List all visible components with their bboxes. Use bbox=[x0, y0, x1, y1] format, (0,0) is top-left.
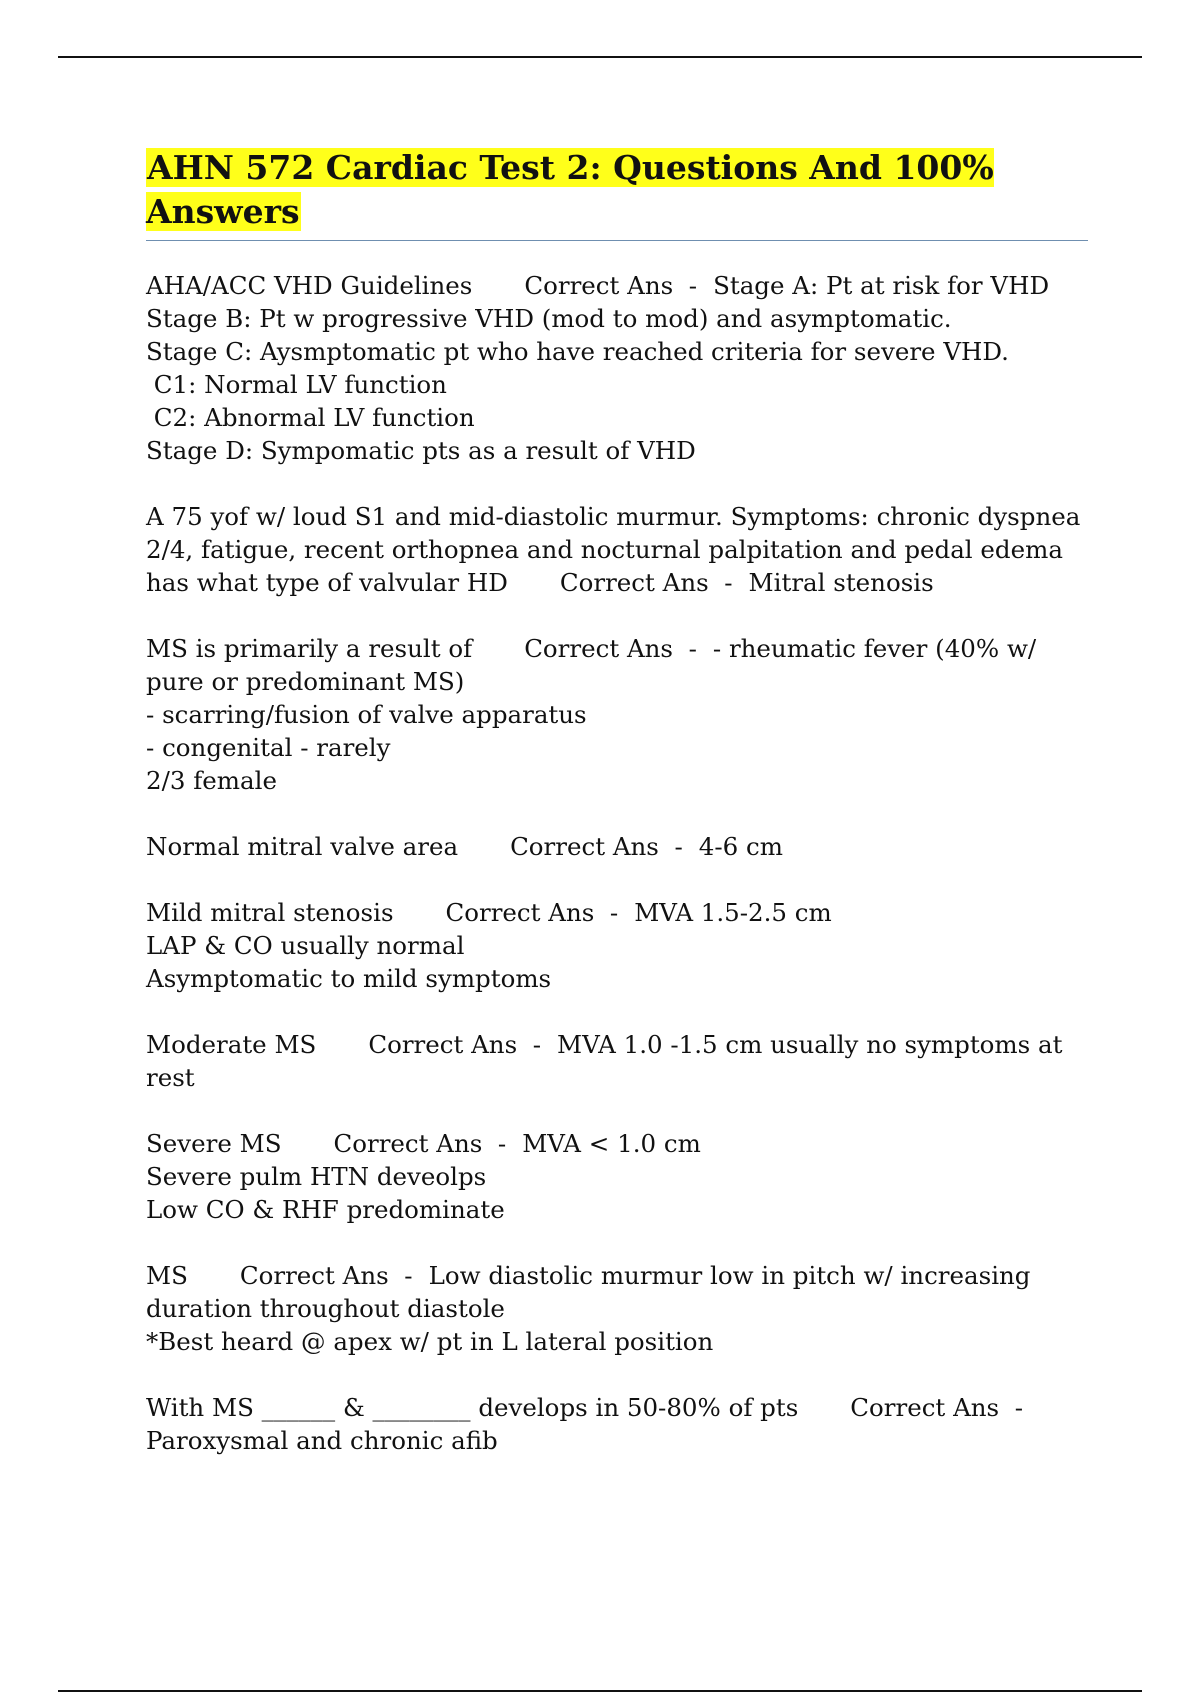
answer-text: Low diastolic murmur low in pitch w/ increasing duration throughout diastole *Best heard @ apex w/ pt in L lateral position bbox=[146, 1261, 1031, 1356]
answer-text: MVA 1.5-2.5 cm LAP & CO usually normal Asymptomatic to mild symptoms bbox=[146, 898, 832, 993]
answer-label: Correct Ans - bbox=[850, 1393, 1023, 1422]
answer-text: Paroxysmal and chronic afib bbox=[146, 1426, 498, 1455]
qa-item-9 bbox=[146, 1391, 1088, 1457]
qa-item-6 bbox=[146, 1028, 1088, 1094]
bottom-rule bbox=[58, 1690, 1142, 1692]
answer-label: Correct Ans - bbox=[524, 271, 698, 300]
top-rule bbox=[58, 56, 1142, 58]
answer-label: Correct Ans - bbox=[559, 568, 733, 597]
qa-item-1 bbox=[146, 269, 1088, 467]
qa-item-8 bbox=[146, 1259, 1088, 1358]
qa-item-4 bbox=[146, 830, 1088, 863]
answer-text: Mitral stenosis bbox=[748, 568, 934, 597]
question-text: Severe MS bbox=[146, 1129, 282, 1158]
answer-label: Correct Ans - bbox=[333, 1129, 507, 1158]
answer-label: Correct Ans - bbox=[239, 1261, 413, 1290]
question-text: Mild mitral stenosis bbox=[146, 898, 394, 927]
question-text: A 75 yof w/ loud S1 and mid-diastolic murmur. Symptoms: chronic dyspnea 2/4, fatigue, recent orthopnea and nocturnal palpitation and pedal edema has what type of valvular HD bbox=[146, 502, 1089, 597]
qa-item-7 bbox=[146, 1127, 1088, 1226]
answer-text: MVA < 1.0 cm Severe pulm HTN deveolps Low CO & RHF predominate bbox=[146, 1129, 701, 1224]
answer-label: Correct Ans - bbox=[524, 634, 697, 663]
answer-label: Correct Ans - bbox=[368, 1030, 542, 1059]
qa-item-3 bbox=[146, 632, 1088, 797]
question-text: Moderate MS bbox=[146, 1030, 317, 1059]
question-text: MS bbox=[146, 1261, 188, 1290]
answer-text: - rheumatic fever (40% w/ pure or predominant MS) - scarring/fusion of valve apparatus - congenital - rarely 2/3 female bbox=[146, 634, 1037, 795]
answer-label: Correct Ans - bbox=[445, 898, 619, 927]
question-text: AHA/ACC VHD Guidelines bbox=[146, 271, 473, 300]
question-text: MS is primarily a result of bbox=[146, 634, 473, 663]
answer-text: Stage A: Pt at risk for VHD Stage B: Pt w progressive VHD (mod to mod) and asymptomatic. Stage C: Aysmptomatic pt who have reached criteria for severe VHD. C1: Normal LV function C2: Abnormal LV function Stage D: Sympomatic pts as a result of VHD bbox=[146, 271, 1050, 465]
title-block bbox=[146, 146, 1088, 241]
document-title: AHN 572 Cardiac Test 2: Questions And 100% Answers bbox=[146, 148, 994, 231]
answer-text: MVA 1.0 -1.5 cm usually no symptoms at rest bbox=[146, 1030, 1071, 1092]
answer-label: Correct Ans - bbox=[510, 832, 683, 861]
answer-text: 4-6 cm bbox=[698, 832, 783, 861]
question-text: Normal mitral valve area bbox=[146, 832, 459, 861]
document-body bbox=[146, 146, 1088, 1490]
qa-item-5 bbox=[146, 896, 1088, 995]
qa-item-2 bbox=[146, 500, 1088, 599]
question-text: With MS ______ & ________ develops in 50-80% of pts bbox=[146, 1393, 799, 1422]
